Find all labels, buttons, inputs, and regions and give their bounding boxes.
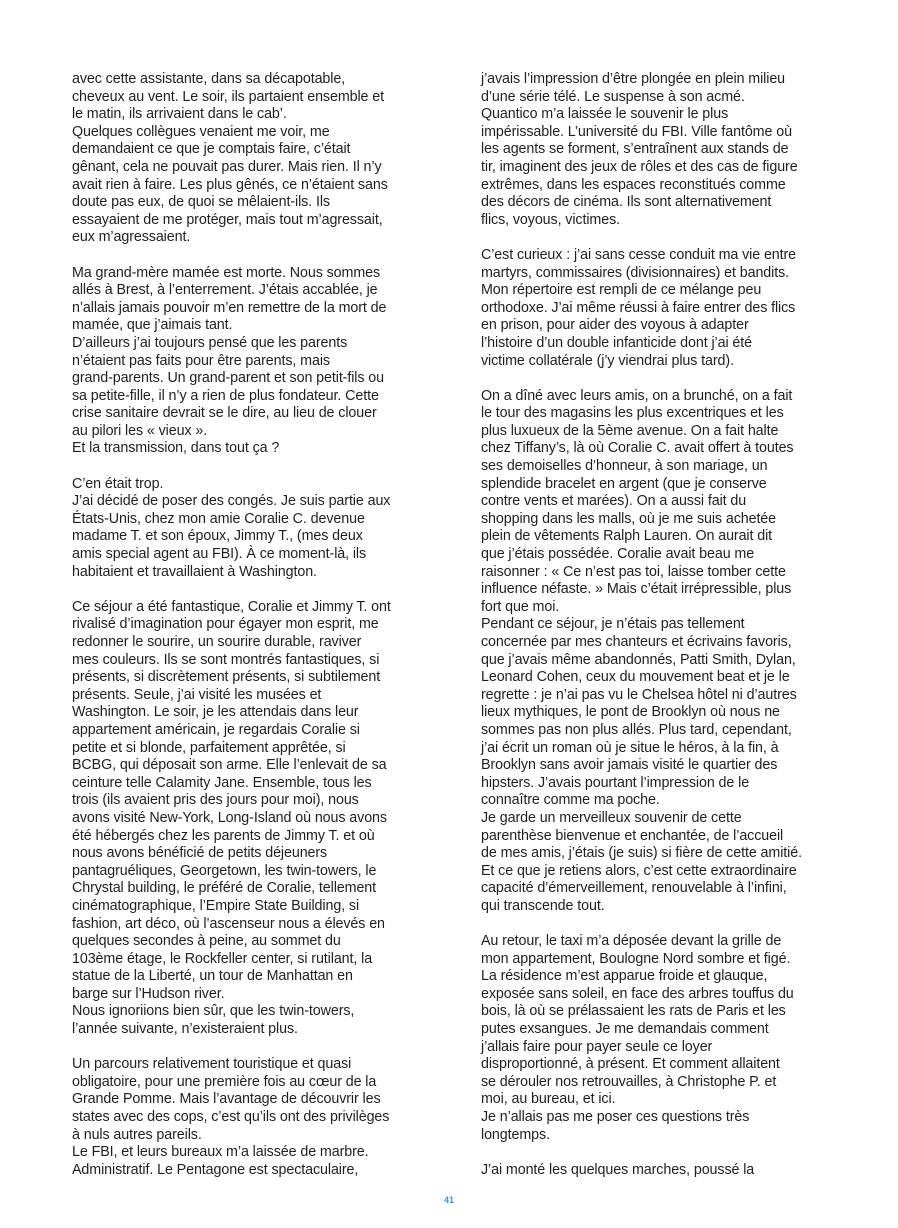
paragraph: C’est curieux : j’ai sans cesse conduit ma vie entre martyrs, commissaires (divisionnaires) et bandits. Mon répertoire est rempli de ce mélange peu orthodoxe. J’ai même réussi à faire entrer des flics en prison, pour aider des voyous à adapter l’histoire d’un double infanticide dont j’ai été victime collatérale (j’y viendrai plus tard).	[481, 246, 797, 369]
paragraph: Ma grand-mère mamée est morte. Nous sommes allés à Brest, à l’enterrement. J’étais accablée, je n’allais jamais pouvoir m’en remettre de la mort de mamée, que j’aimais tant. D’ailleurs j’ai toujours pensé que les parents n’étaient pas faits pour être parents, mais grand-parents. Un grand-parent et son petit-fils ou sa petite-fille, il n’y a rien de plus fondateur. Cette crise sanitaire devrait se le dire, au lieu de clouer au pilori les « vieux ». Et la transmission, dans tout ça ?	[72, 264, 387, 457]
paragraph: Un parcours relativement touristique et quasi obligatoire, pour une première fois au cœur de la Grande Pomme. Mais l’avantage de découvrir les states avec des cops, c’est qu’ils ont des privilèges à nuls autres pareils. Le FBI, et leurs bureaux m’a laissée de marbre. Administratif. Le Pentagone est spectaculaire,	[72, 1056, 390, 1178]
paragraph: Au retour, le taxi m’a déposée devant la grille de mon appartement, Boulogne Nord sombre et figé. La résidence m’est apparue froide et glauque, exposée sans soleil, en face des arbres touffus du bois, là où se prélassaient les rats de Paris et les putes exsangues. Je me demandais comment j’allais faire pour payer seule ce loyer disproportionné, à présent. Et comment allaitent se dérouler nos retrouvailles, à Christophe P. et moi, au bureau, et ici. Je n’allais pas me poser ces questions très longtemps.	[481, 933, 794, 1143]
paragraph: On a dîné avec leurs amis, on a brunché, on a fait le tour des magasins les plus excentriques et les plus luxueux de la 5ème avenue. On a fait halte chez Tiffany’s, là où Coralie C. avait offert à toutes ses demoiselles d’honneur, à son mariage, un splendide bracelet en argent (que je conserve contre vents et marées). On a aussi fait du shopping dans les malls, où je me suis achetée plein de vêtements Ralph Lauren. On aurait dit que j’étais possédée. Coralie avait beau me raisonner : « Ce n’est pas toi, laisse tomber cette influence néfaste. » Mais c’était irrépressible, plus fort que moi. Pendant ce séjour, je n’étais pas tellement concernée par mes chanteurs et écrivains favoris, que j’avais même abandonnés, Patti Smith, Dylan, Leonard Cohen, ceux du mouvement beat et je le regrette : je n’ai pas vu le Chelsea hôtel ni d’autres lieux mythiques, le pont de Brooklyn où nous ne sommes pas non plus allés. Plus tard, cependant, j’ai écrit un roman où je situe le héros, à la fin, à Brooklyn sans avoir jamais visité le quartier des hipsters. J’avais pourtant l’impression de le connaître comme ma poche. Je garde un merveilleux souvenir de cette parenthèse bienvenue et enchantée, de l’accueil de mes amis, j’étais (je suis) si fière de cette amitié. Et ce que je retiens alors, c’est cette extraordinaire capacité d’émerveillement, renouvelable à l’infini, qui transcende tout.	[481, 387, 802, 914]
page-number: 41	[443, 1195, 454, 1205]
paragraph: C’en était trop. J’ai décidé de poser des congés. Je suis partie aux États-Unis, chez mon amie Coralie C. devenue madame T. et son époux, Jimmy T., (mes deux amis special agent au FBI). À ce moment-là, ils habitaient et travaillaient à Washington.	[72, 475, 391, 580]
paragraph: J’ai monté les quelques marches, poussé la	[481, 1161, 755, 1178]
paragraph: avec cette assistante, dans sa décapotable, cheveux au vent. Le soir, ils partaient ensemble et le matin, ils arrivaient dans le cab’. Quelques collègues venaient me voir, me demandaient ce que je comptais faire, c’était gênant, cela ne pouvait pas durer. Mais rien. Il n’y avait rien à faire. Les plus gênés, ce n’étaient sans doute pas eux, de quoi se mêlaient-ils. Ils essayaient de me protéger, mais tout m’agressait, eux m’agressaient.	[72, 71, 388, 246]
paragraph: j’avais l’impression d’être plongée en plein milieu d’une série télé. Le suspense à son acmé. Quantico m’a laissée le souvenir le plus impérissable. L’université du FBI. Ville fantôme où les agents se forment, s’entraînent aux stands de tir, imaginent des jeux de rôles et des cas de figure extrêmes, dans les espaces reconstitués comme des décors de cinéma. Ils sont alternativement flics, voyous, victimes.	[481, 71, 798, 228]
right-column	[481, 71, 826, 1179]
paragraph: Ce séjour a été fantastique, Coralie et Jimmy T. ont rivalisé d’imagination pour égayer mon esprit, me redonner le sourire, un sourire durable, raviver mes couleurs. Ils se sont montrés fantastiques, si présents, si discrètement présents, si subtilement présents. Seule, j’ai visité les musées et Washington. Le soir, je les attendais dans leur appartement américain, je regardais Coralie si petite et si blonde, parfaitement apprêtée, si BCBG, qui déposait son arme. Elle l’enlevait de sa ceinture telle Calamity Jane. Ensemble, tous les trois (ils avaient pris des jours pour moi), nous avons visité New-York, Long-Island où nous avons été hébergés chez les parents de Jimmy T. et où nous avons bénéficié de petits déjeuners pantagruéliques, Georgetown, les twin-towers, le Chrystal building, le préféré de Coralie, tellement cinématographique, l’Empire State Building, si fashion, art déco, où l’ascenseur nous a élevés en quelques secondes à peine, au sommet du 103ème étage, le Rockfeller center, si rutilant, la statue de la Liberté, un tour de Manhattan en barge sur l’Hudson river. Nous ignoriions bien sûr, que les twin-towers, l’année suivante, n’existeraient plus.	[72, 598, 391, 1038]
left-column	[72, 71, 417, 1179]
